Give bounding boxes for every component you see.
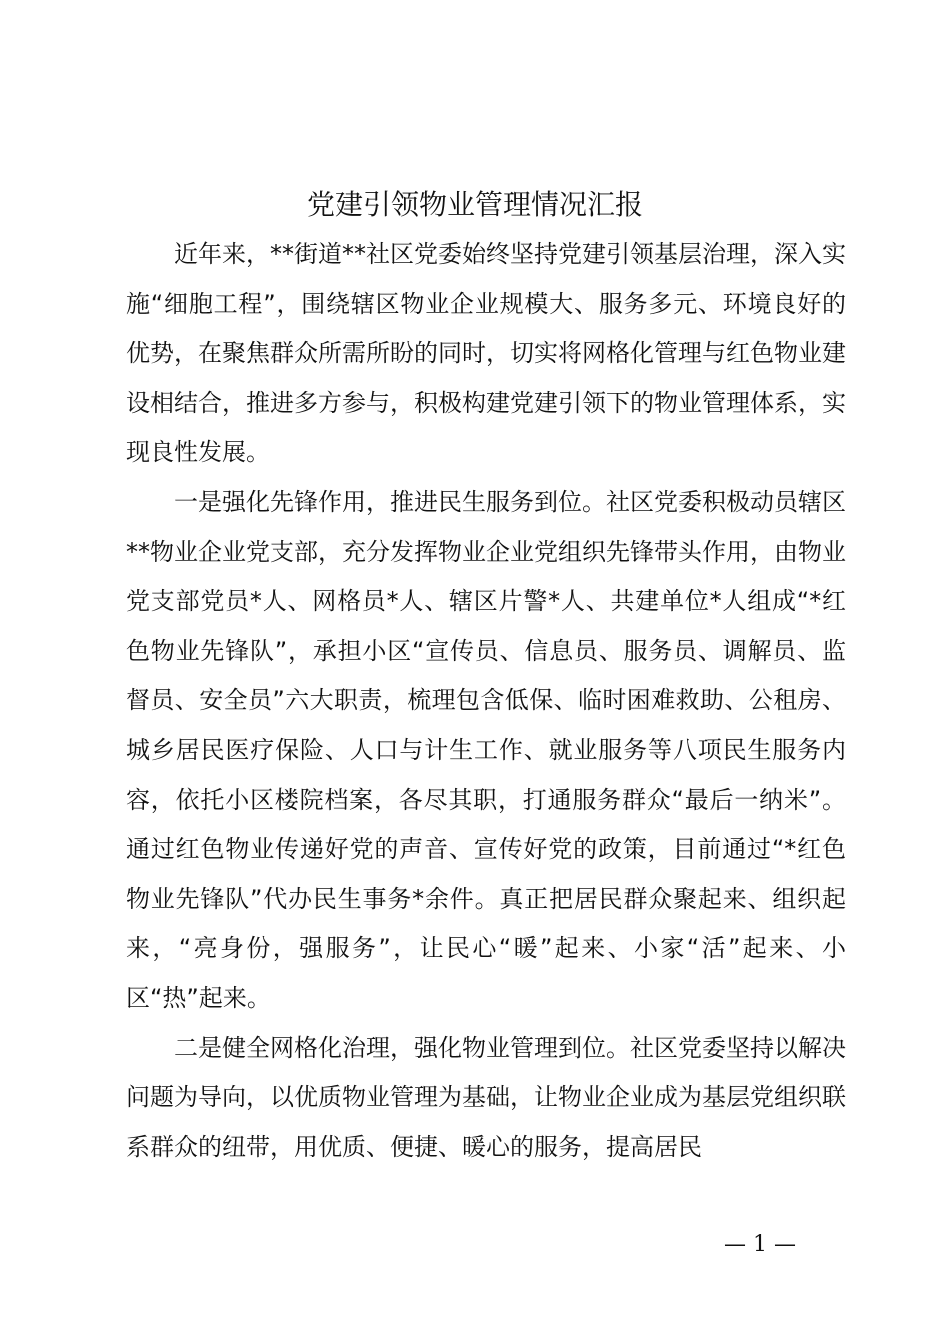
paragraph-section-two: 二是健全网格化治理，强化物业管理到位。社区党委坚持以解决问题为导向，以优质物业管理为基础，让物业企业成为基层党组织联系群众的纽带，用优质、便捷、暖心的服务，提高居民 — [126, 1033, 846, 1161]
page-number: — 1 — — [724, 1232, 796, 1257]
paragraph-intro: 近年来，**街道**社区党委始终坚持党建引领基层治理，深入实施“细胞工程”，围绕辖区物业企业规模大、服务多元、环境良好的优势，在聚焦群众所需所盼的同时，切实将网格化管理与红色物业建设相结合，推进多方参与，积极构建党建引领下的物业管理体系，实现良性发展。 — [126, 240, 846, 467]
paragraph-section-one: 一是强化先锋作用，推进民生服务到位。社区党委积极动员辖区**物业企业党支部，充分发挥物业企业党组织先锋带头作用，由物业党支部党员*人、网格员*人、辖区片警*人、共建单位*人组成“*红色物业先锋队”，承担小区“宣传员、信息员、服务员、调解员、监督员、安全员”六大职责，梳理包含低保、临时困难救助、公租房、城乡居民医疗保险、人口与计生工作、就业服务等八项民生服务内容，依托小区楼院档案，各尽其职，打通服务群众“最后一纳米”。通过红色物业传递好党的声音、宣传好党的政策，目前通过“*红色物业先锋队”代办民生事务*余件。真正把居民群众聚起来、组织起来，“亮身份，强服务”，让民心“暖”起来、小家“活”起来、小区“热”起来。 — [126, 487, 846, 1012]
document-body — [126, 230, 846, 1172]
document-title: 党建引领物业管理情况汇报 — [306, 188, 643, 221]
